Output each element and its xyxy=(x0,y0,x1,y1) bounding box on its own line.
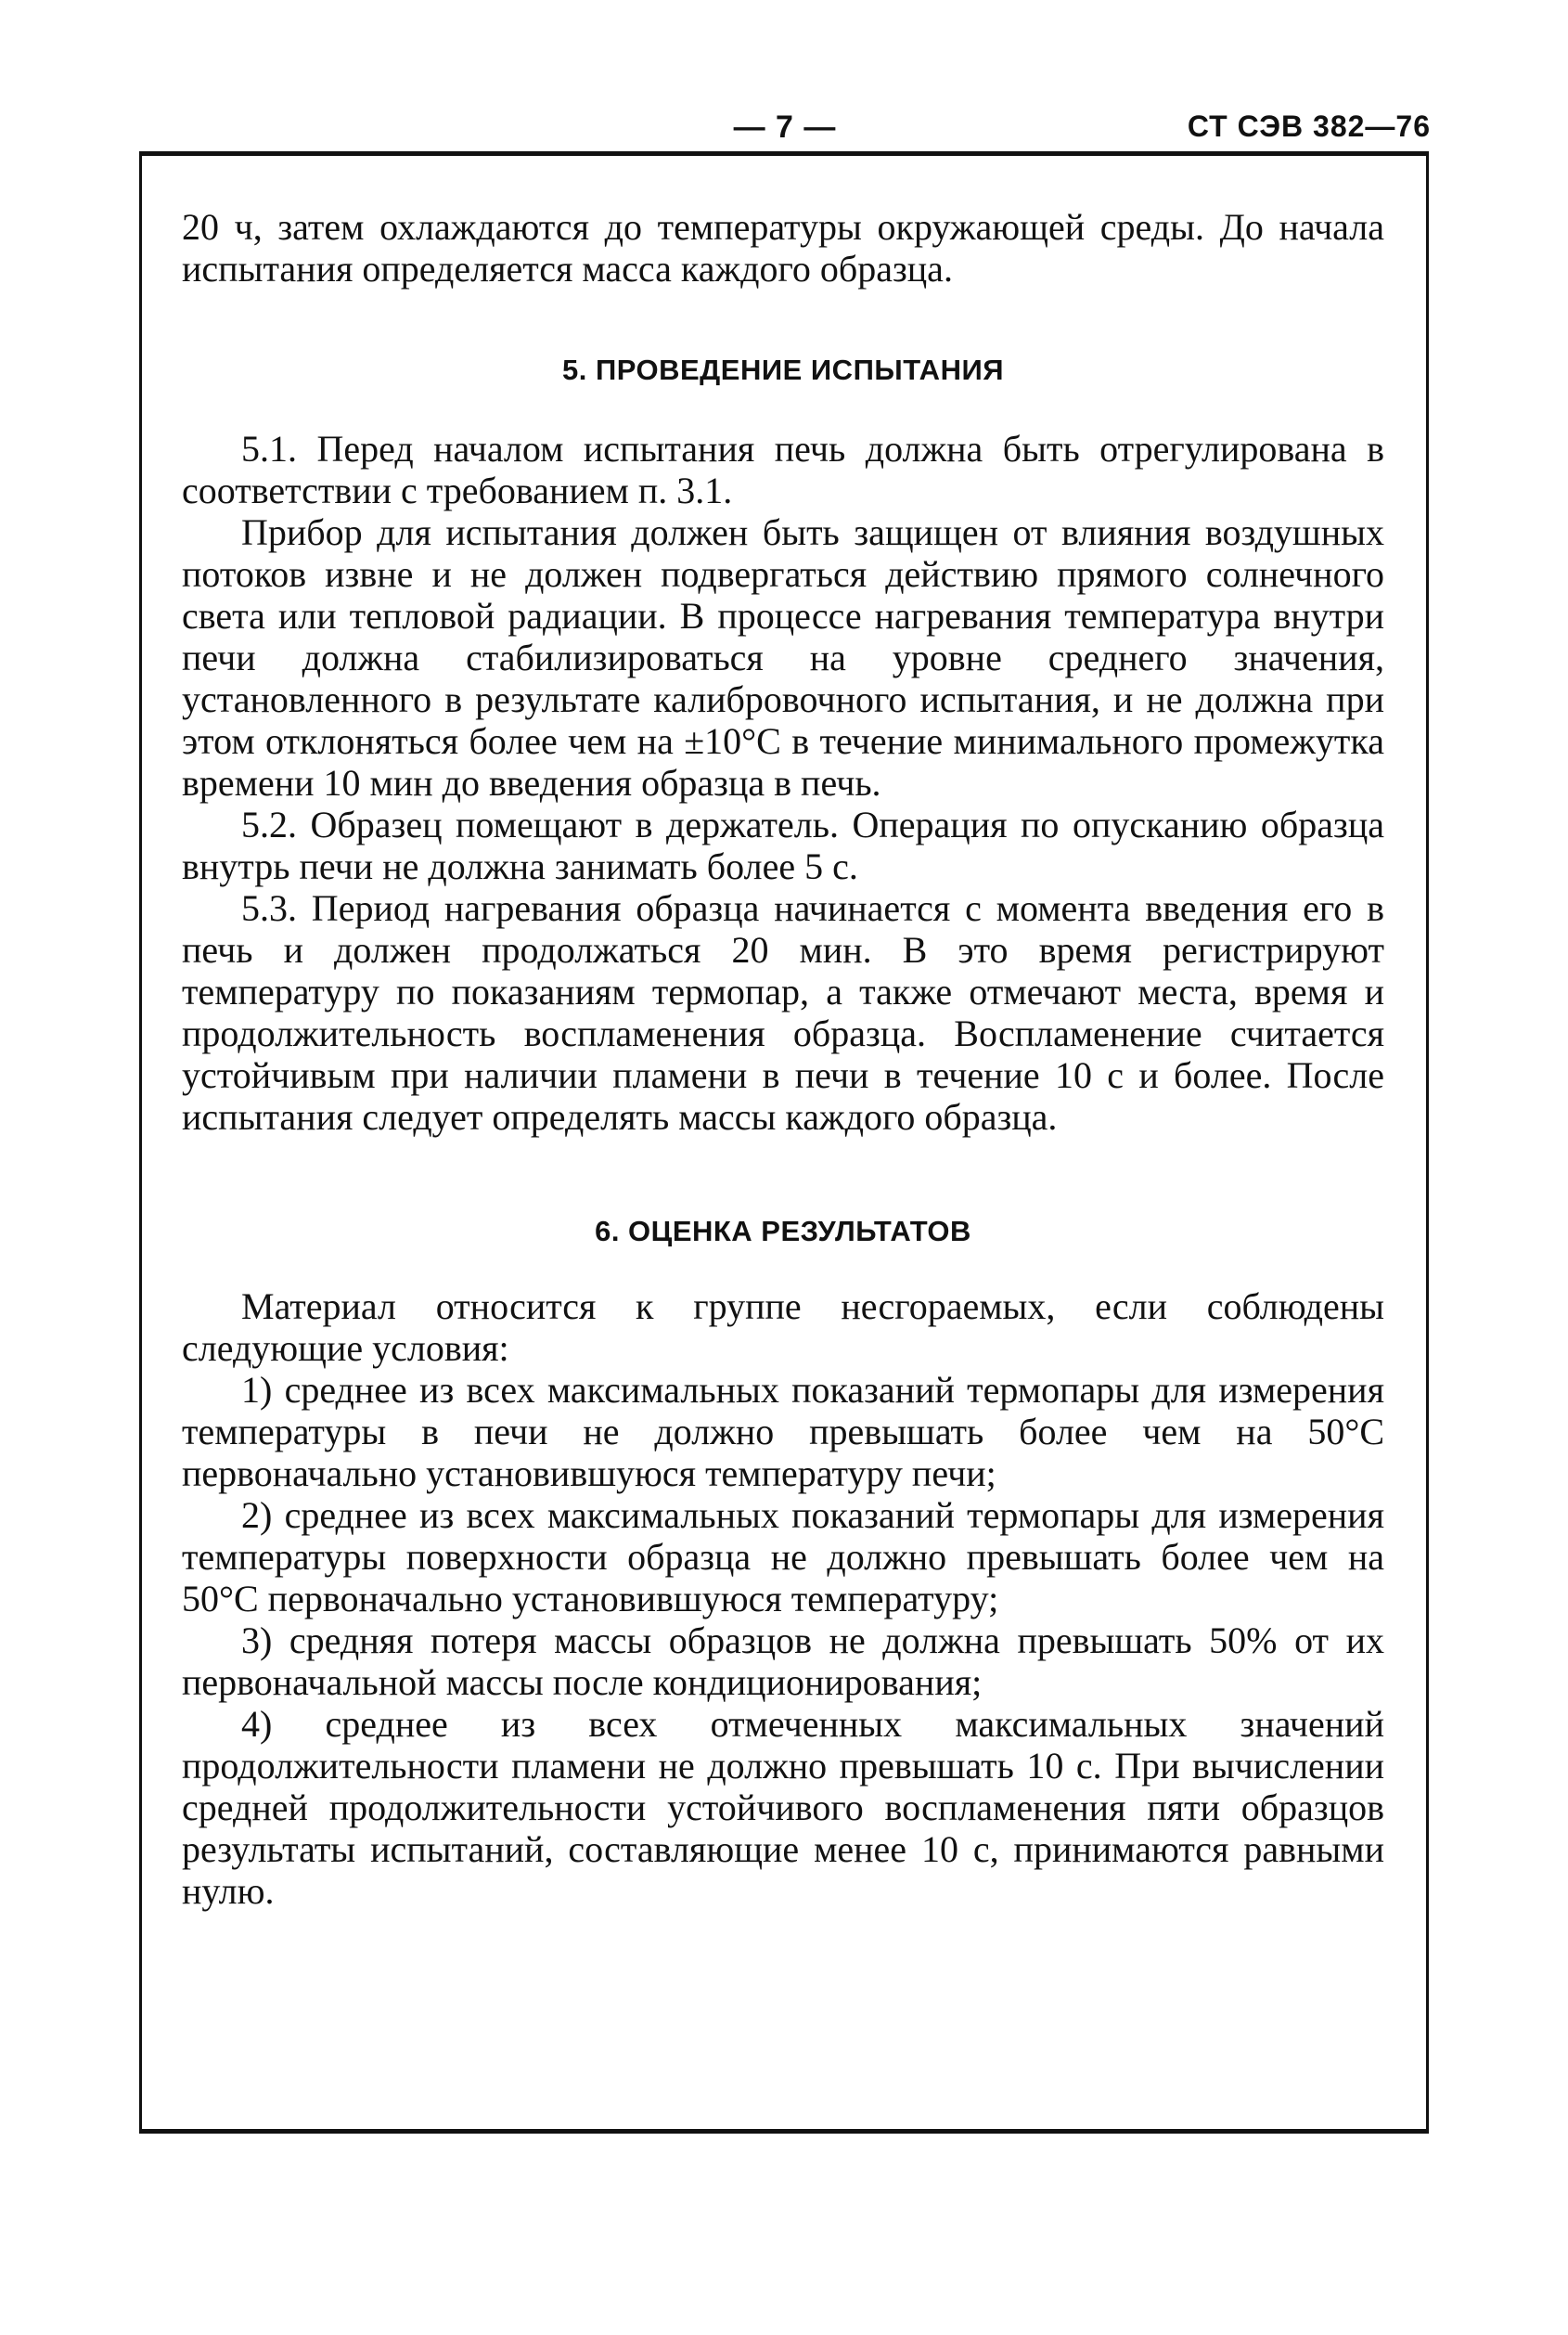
condition-2: 2) среднее из всех максимальных показаний термопары для измерения температуры поверхности образца не должно превышать более чем на 50°С первоначально установившуюся температуру; xyxy=(182,1494,1384,1619)
document-body xyxy=(182,206,1384,1912)
section-6-heading: 6. ОЦЕНКА РЕЗУЛЬТАТОВ xyxy=(595,1215,971,1247)
paragraph-5-3: 5.3. Период нагревания образца начинается с момента введения его в печь и должен продолжаться 20 мин. В это время регистрируют температуру по показаниям термопар, а также отмечают места, время и продолжительность воспламенения образца. Воспламенение считается устойчивым при наличии пламени в печи в течение 10 с и более. После испытания следует определять массы каждого образца. xyxy=(182,887,1384,1138)
paragraph-6-intro: Материал относится к группе несгораемых, если соблюдены следующие условия: xyxy=(182,1285,1384,1369)
condition-4: 4) среднее из всех отмеченных максимальных значений продолжительности пламени не должно превышать 10 с. При вычислении средней продолжительности устойчивого воспламенения пяти образцов результаты испытаний, составляющие менее 10 с, принимаются равными нулю. xyxy=(182,1703,1384,1912)
section-5-heading: 5. ПРОВЕДЕНИЕ ИСПЫТАНИЯ xyxy=(561,354,1005,386)
paragraph-5-2: 5.2. Образец помещают в держатель. Операция по опусканию образца внутрь печи не должна занимать более 5 с. xyxy=(182,804,1384,887)
standard-code: СТ СЭВ 382—76 xyxy=(1187,110,1431,143)
intro-paragraph: 20 ч, затем охлаждаются до температуры окружающей среды. До начала испытания определяется масса каждого образца. xyxy=(182,206,1384,290)
condition-3: 3) средняя потеря массы образцов не должна превышать 50% от их первоначальной массы после кондиционирования; xyxy=(182,1619,1384,1703)
paragraph-5-1: 5.1. Перед началом испытания печь должна быть отрегулирована в соответствии с требованием п. 3.1. xyxy=(182,428,1384,511)
page-number: — 7 — xyxy=(733,110,837,145)
condition-1: 1) среднее из всех максимальных показаний термопары для измерения температуры в печи не должно превышать более чем на 50°С первоначально установившуюся температуру печи; xyxy=(182,1369,1384,1494)
paragraph-5-1-device: Прибор для испытания должен быть защищен от влияния воздушных потоков извне и не должен подвергаться действию прямого солнечного света или тепловой радиации. В процессе нагревания температура внутри печи должна стабилизироваться на уровне среднего значения, установленного в результате калибровочного испытания, и не должна при этом отклоняться более чем на ±10°С в течение минимального промежутка времени 10 мин до введения образца в печь. xyxy=(182,511,1384,804)
page-header xyxy=(139,110,1431,156)
